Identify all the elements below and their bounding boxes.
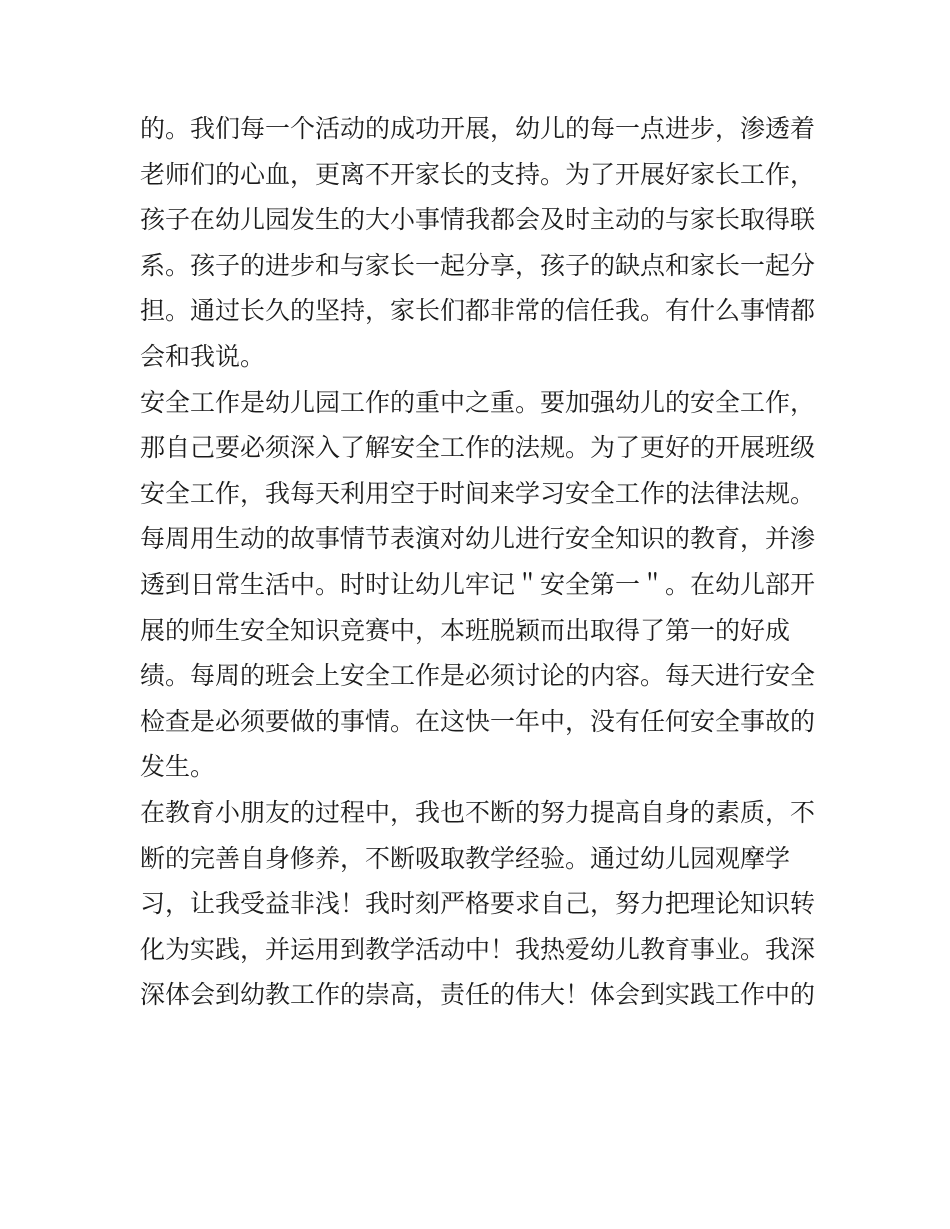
text-line: 系。孩子的进步和与家长一起分享，孩子的缺点和家长一起分 bbox=[140, 250, 816, 280]
text-line: 展的师生安全知识竞赛中，本班脱颖而出取得了第一的好成 bbox=[140, 615, 791, 645]
text-line: 担。通过长久的坚持，家长们都非常的信任我。有什么事情都 bbox=[140, 296, 816, 326]
body-text bbox=[140, 106, 820, 1018]
text-line: 化为实践，并运用到教学活动中！我热爱幼儿教育事业。我深 bbox=[140, 934, 816, 964]
text-line: 安全工作，我每天利用空于时间来学习安全工作的法律法规。 bbox=[140, 478, 816, 508]
text-line: 的。我们每一个活动的成功开展，幼儿的每一点进步，渗透着 bbox=[140, 114, 816, 143]
text-line: 会和我说。 bbox=[140, 341, 266, 371]
text-line: 那自己要必须深入了解安全工作的法规。为了更好的开展班级 bbox=[140, 433, 816, 463]
text-line: 在教育小朋友的过程中，我也不断的努力提高自身的素质，不 bbox=[140, 797, 816, 827]
text-line: 发生。 bbox=[140, 752, 216, 782]
text-line: 绩。每周的班会上安全工作是必须讨论的内容。每天进行安全 bbox=[140, 661, 816, 691]
text-line: 每周用生动的故事情节表演对幼儿进行安全知识的教育，并渗 bbox=[140, 524, 816, 554]
text-line: 深体会到幼教工作的崇高，责任的伟大！体会到实践工作中的 bbox=[140, 980, 816, 1010]
text-line: 老师们的心血，更离不开家长的支持。为了开展好家长工作， bbox=[140, 159, 816, 189]
text-line: 安全工作是幼儿园工作的重中之重。要加强幼儿的安全工作， bbox=[140, 387, 816, 417]
text-line: 检查是必须要做的事情。在这快一年中，没有任何安全事故的 bbox=[140, 706, 816, 736]
text-line: 习，让我受益非浅！我时刻严格要求自己，努力把理论知识转 bbox=[140, 889, 816, 919]
text-line: 孩子在幼儿园发生的大小事情我都会及时主动的与家长取得联 bbox=[140, 205, 816, 235]
text-line: 断的完善自身修养，不断吸取教学经验。通过幼儿园观摩学 bbox=[140, 843, 791, 873]
text-line: 透到日常生活中。时时让幼儿牢记＂安全第一＂。在幼儿部开 bbox=[140, 569, 816, 599]
